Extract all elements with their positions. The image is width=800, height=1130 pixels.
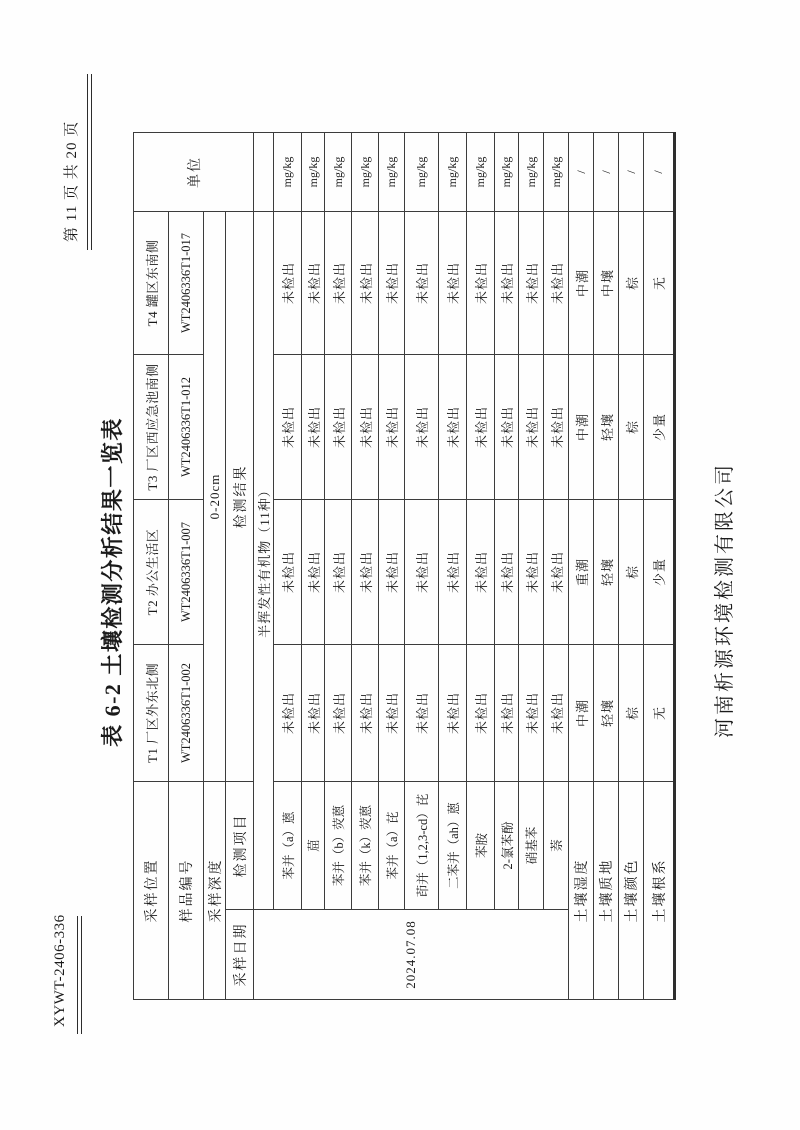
soil-property-label: 土壤根系 <box>644 782 675 1000</box>
soil-property-value: 轻壤 <box>594 645 619 782</box>
analyte-result-value: 未检出 <box>274 355 302 500</box>
analyte-result-value: 未检出 <box>302 500 325 645</box>
analyte-name: 二苯并（ah）蒽 <box>439 782 467 910</box>
unit-value: mg/kg <box>439 133 467 212</box>
analyte-result-value: 未检出 <box>495 645 519 782</box>
sample-id-value: WT2406336T1-002 <box>169 645 204 782</box>
sample-id-value: WT2406336T1-017 <box>169 212 204 355</box>
table-row <box>325 133 352 1000</box>
soil-property-value: 轻壤 <box>594 500 619 645</box>
table-row <box>204 133 226 1000</box>
table-row <box>274 133 302 1000</box>
document-number-double-rule <box>77 916 82 1034</box>
soil-property-value: 中壤 <box>594 212 619 355</box>
analyte-result-value: 未检出 <box>379 355 405 500</box>
soil-property-value: 棕 <box>619 212 644 355</box>
analyte-name: 苯并（a）芘 <box>379 782 405 910</box>
soil-property-value: 中潮 <box>569 212 594 355</box>
unit-value: / <box>644 133 675 212</box>
sample-id-value: WT2406336T1-007 <box>169 500 204 645</box>
table-row <box>619 133 644 1000</box>
analyte-result-value: 未检出 <box>302 355 325 500</box>
document-number: XYWT-2406-336 <box>52 914 68 1027</box>
table-row <box>169 133 204 1000</box>
sample-id-row-label: 样品编号 <box>169 782 204 1000</box>
table-row <box>302 133 325 1000</box>
soil-property-value: 轻壤 <box>594 355 619 500</box>
unit-value: / <box>569 133 594 212</box>
analyte-result-value: 未检出 <box>495 212 519 355</box>
soil-property-label: 土壤湿度 <box>569 782 594 1000</box>
analyte-name: 茚并（1,2,3-cd）芘 <box>405 782 439 910</box>
analyte-result-value: 未检出 <box>274 212 302 355</box>
analyte-result-value: 未检出 <box>274 645 302 782</box>
analyte-name: 苯胺 <box>467 782 495 910</box>
table-row <box>352 133 379 1000</box>
analyte-result-value: 未检出 <box>439 212 467 355</box>
analyte-result-value: 未检出 <box>405 500 439 645</box>
analyte-result-value: 未检出 <box>519 355 544 500</box>
analyte-result-value: 未检出 <box>467 500 495 645</box>
analyte-result-value: 未检出 <box>405 212 439 355</box>
soil-property-value: 重潮 <box>569 500 594 645</box>
table-row <box>644 133 675 1000</box>
date-row-label: 采样日期 <box>226 910 254 1000</box>
analyte-name: 苯并（b）荧蒽 <box>325 782 352 910</box>
depth-value: 0-20cm <box>204 212 226 782</box>
analyte-result-value: 未检出 <box>379 212 405 355</box>
unit-value: mg/kg <box>325 133 352 212</box>
analyte-result-value: 未检出 <box>325 645 352 782</box>
analyte-result-value: 未检出 <box>495 355 519 500</box>
table-row <box>254 133 274 1000</box>
unit-value: mg/kg <box>519 133 544 212</box>
unit-value: mg/kg <box>274 133 302 212</box>
analyte-result-value: 未检出 <box>544 212 569 355</box>
analyte-result-value: 未检出 <box>405 645 439 782</box>
unit-value: mg/kg <box>495 133 519 212</box>
page-number-indicator: 第 11 页 共 20 页 <box>64 120 80 242</box>
analyte-result-value: 未检出 <box>379 500 405 645</box>
analyte-name: 苯并（a）蒽 <box>274 782 302 910</box>
table-title: 表 6-2 土壤检测分析结果一览表 <box>100 417 125 747</box>
soil-property-value: 棕 <box>619 500 644 645</box>
soil-results-table <box>133 132 676 1000</box>
soil-property-label: 土壤颜色 <box>619 782 644 1000</box>
analyte-result-value: 未检出 <box>439 355 467 500</box>
location-value: T3 厂区西应急池南侧 <box>134 355 169 500</box>
analyte-result-value: 未检出 <box>302 645 325 782</box>
page-number-double-rule <box>87 74 92 250</box>
unit-value: mg/kg <box>405 133 439 212</box>
sample-id-value: WT2406336T1-012 <box>169 355 204 500</box>
depth-row-label: 采样深度 <box>204 782 226 1000</box>
table-row <box>226 133 254 1000</box>
location-value: T4 罐区东南侧 <box>134 212 169 355</box>
analyte-result-value: 未检出 <box>325 500 352 645</box>
soil-property-value: 无 <box>644 212 675 355</box>
company-name: 河南析源环境检测有限公司 <box>714 462 736 738</box>
analyte-result-value: 未检出 <box>519 645 544 782</box>
table-row <box>379 133 405 1000</box>
analyte-result-value: 未检出 <box>495 500 519 645</box>
table-row <box>544 133 569 1000</box>
table-row <box>594 133 619 1000</box>
analyte-result-value: 未检出 <box>467 212 495 355</box>
unit-value: mg/kg <box>379 133 405 212</box>
table-row <box>519 133 544 1000</box>
analyte-result-value: 未检出 <box>379 645 405 782</box>
empty-unit-cell <box>254 133 274 212</box>
analyte-result-value: 未检出 <box>352 500 379 645</box>
unit-value: mg/kg <box>352 133 379 212</box>
table-row <box>134 133 169 1000</box>
table-row <box>495 133 519 1000</box>
soil-property-value: 少量 <box>644 500 675 645</box>
table-row <box>439 133 467 1000</box>
sampling-date-value: 2024.07.08 <box>254 910 569 1000</box>
analyte-result-value: 未检出 <box>405 355 439 500</box>
analyte-name: 硝基苯 <box>519 782 544 910</box>
unit-value: mg/kg <box>544 133 569 212</box>
analyte-result-value: 未检出 <box>544 500 569 645</box>
analyte-result-value: 未检出 <box>325 212 352 355</box>
soil-property-label: 土壤质地 <box>594 782 619 1000</box>
soil-property-value: 无 <box>644 645 675 782</box>
analyte-name: 萘 <box>544 782 569 910</box>
soil-property-value: 少量 <box>644 355 675 500</box>
analyte-group-header: 半挥发性有机物（11种） <box>254 212 274 910</box>
table-row <box>569 133 594 1000</box>
location-row-label: 采样位置 <box>134 782 169 1000</box>
unit-value: / <box>594 133 619 212</box>
analyte-result-value: 未检出 <box>467 645 495 782</box>
unit-value: mg/kg <box>467 133 495 212</box>
soil-property-value: 棕 <box>619 645 644 782</box>
unit-value: mg/kg <box>302 133 325 212</box>
unit-value: / <box>619 133 644 212</box>
unit-column-header: 单位 <box>134 133 254 212</box>
item-column-header: 检测项目 <box>226 782 254 910</box>
soil-results-table-body <box>134 133 675 1000</box>
analyte-name: 䓛 <box>302 782 325 910</box>
analyte-result-value: 未检出 <box>544 645 569 782</box>
analyte-result-value: 未检出 <box>519 212 544 355</box>
location-value: T2 办公生活区 <box>134 500 169 645</box>
analyte-result-value: 未检出 <box>439 500 467 645</box>
analyte-result-value: 未检出 <box>439 645 467 782</box>
analyte-result-value: 未检出 <box>352 212 379 355</box>
table-row <box>405 133 439 1000</box>
analyte-result-value: 未检出 <box>352 645 379 782</box>
analyte-result-value: 未检出 <box>302 212 325 355</box>
soil-property-value: 中潮 <box>569 355 594 500</box>
analyte-result-value: 未检出 <box>544 355 569 500</box>
analyte-name: 苯并（k）荧蒽 <box>352 782 379 910</box>
analyte-name: 2-氯苯酚 <box>495 782 519 910</box>
analyte-result-value: 未检出 <box>274 500 302 645</box>
table-row <box>467 133 495 1000</box>
soil-property-value: 棕 <box>619 355 644 500</box>
analyte-result-value: 未检出 <box>519 500 544 645</box>
location-value: T1 厂区外东北侧 <box>134 645 169 782</box>
analyte-result-value: 未检出 <box>467 355 495 500</box>
result-section-header: 检测结果 <box>226 212 254 782</box>
analyte-result-value: 未检出 <box>352 355 379 500</box>
soil-property-value: 中潮 <box>569 645 594 782</box>
analyte-result-value: 未检出 <box>325 355 352 500</box>
